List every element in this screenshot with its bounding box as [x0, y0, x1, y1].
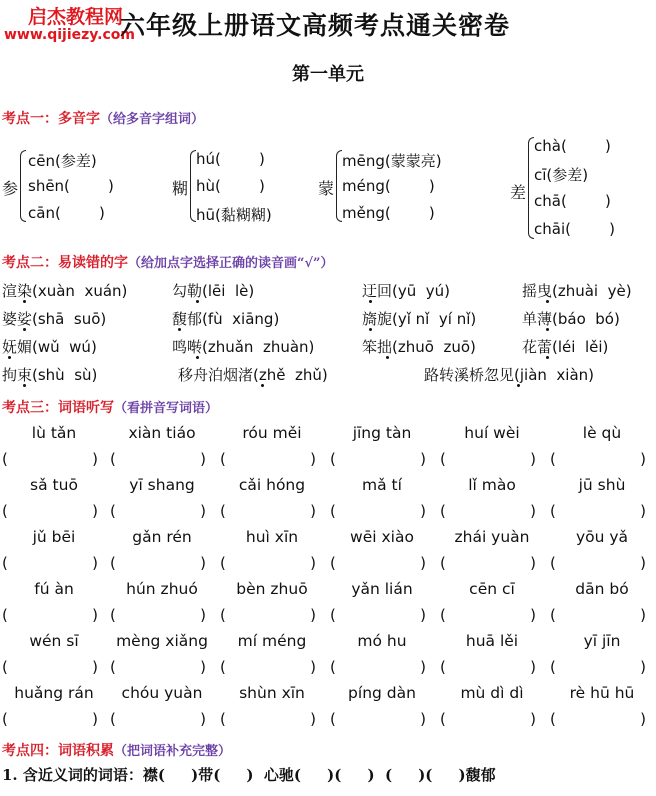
- polyphone-char-can: 参: [2, 179, 19, 198]
- pinyin-prompt: fú àn: [34, 580, 74, 598]
- pinyin-prompt: wén sī: [29, 632, 79, 650]
- close-paren: ): [640, 502, 646, 520]
- close-paren: ): [420, 450, 426, 468]
- open-paren: (: [440, 502, 446, 520]
- emphasis-dot: [23, 384, 26, 387]
- pinyin-prompt: chóu yuàn: [121, 684, 203, 702]
- close-paren: ): [92, 658, 98, 676]
- emphasis-dot: [369, 328, 372, 331]
- reading-item: 移舟泊烟渚(zhě zhǔ): [178, 366, 328, 384]
- emphasis-dot: [23, 328, 26, 331]
- pinyin-prompt: mó hu: [357, 632, 407, 650]
- reading-item: 旖旎(yǐ nǐ yí nǐ): [362, 310, 477, 328]
- open-paren: (: [550, 658, 556, 676]
- watermark-url: www.qijiezy.com: [4, 27, 135, 43]
- open-paren: (: [330, 450, 336, 468]
- section4-heading: [2, 740, 231, 760]
- close-paren: ): [200, 658, 206, 676]
- pinyin-prompt: píng dàn: [348, 684, 416, 702]
- pinyin-prompt: yī jīn: [583, 632, 621, 650]
- reading-item: 拘束(shù sù): [2, 366, 98, 384]
- pinyin-prompt: lè qù: [582, 424, 622, 442]
- open-paren: (: [550, 502, 556, 520]
- pinyin-prompt: jū shù: [578, 476, 626, 494]
- close-paren: ): [310, 450, 316, 468]
- open-paren: (: [440, 606, 446, 624]
- open-paren: (: [220, 606, 226, 624]
- close-paren: ): [200, 502, 206, 520]
- pinyin-prompt: yǎn lián: [351, 580, 413, 598]
- open-paren: (: [550, 710, 556, 728]
- open-paren: (: [220, 710, 226, 728]
- close-paren: ): [420, 710, 426, 728]
- close-paren: ): [640, 658, 646, 676]
- close-paren: ): [200, 606, 206, 624]
- pinyin-prompt: yī shang: [129, 476, 195, 494]
- reading-item: 勾勒(lēi lè): [172, 282, 255, 300]
- section1-title: 考点一：多音字: [2, 111, 100, 127]
- reading-item: 单薄(báo bó): [522, 310, 620, 328]
- open-paren: (: [110, 502, 116, 520]
- pinyin-prompt: jīng tàn: [352, 424, 412, 442]
- close-paren: ): [310, 606, 316, 624]
- polyphone-option: hū(黏糊糊): [196, 206, 272, 224]
- open-paren: (: [440, 450, 446, 468]
- watermark-site-name: 启杰教程网: [28, 6, 124, 28]
- close-paren: ): [640, 554, 646, 572]
- open-paren: (: [220, 554, 226, 572]
- polyphone-option: chāi( ): [534, 220, 615, 238]
- open-paren: (: [330, 502, 336, 520]
- close-paren: ): [530, 710, 536, 728]
- pinyin-prompt: lǐ mào: [468, 476, 516, 494]
- open-paren: (: [330, 606, 336, 624]
- pinyin-prompt: huì xīn: [245, 528, 299, 546]
- close-paren: ): [200, 554, 206, 572]
- brace: [20, 150, 26, 222]
- emphasis-dot: [196, 356, 199, 359]
- open-paren: (: [550, 450, 556, 468]
- page-title: 六年级上册语文高频考点通关密卷: [120, 11, 511, 40]
- section3-hint: （看拼音写词语）: [114, 401, 219, 416]
- emphasis-dot: [546, 356, 549, 359]
- open-paren: (: [110, 450, 116, 468]
- pinyin-prompt: huí wèi: [464, 424, 520, 442]
- open-paren: (: [550, 554, 556, 572]
- section3-heading: [2, 397, 218, 417]
- open-paren: (: [330, 658, 336, 676]
- open-paren: (: [110, 710, 116, 728]
- pinyin-prompt: mǎ tí: [362, 476, 402, 494]
- close-paren: ): [420, 554, 426, 572]
- polyphone-option: cī(参差): [534, 166, 589, 184]
- open-paren: (: [440, 554, 446, 572]
- section2-hint: （给加点字选择正确的读音画“√”）: [128, 256, 334, 271]
- reading-item: 馥郁(fù xiāng): [172, 310, 280, 328]
- reading-item: 笨拙(zhuō zuō): [362, 338, 476, 356]
- pinyin-prompt: cǎi hóng: [238, 476, 306, 494]
- reading-item: 迂回(yū yú): [362, 282, 451, 300]
- page-subtitle: 第一单元: [292, 64, 364, 85]
- close-paren: ): [640, 606, 646, 624]
- polyphone-option: hú( ): [196, 150, 265, 168]
- pinyin-prompt: sǎ tuō: [30, 476, 78, 494]
- reading-item: 渲染(xuàn xuán): [2, 282, 128, 300]
- section4-hint: （把词语补充完整）: [114, 744, 232, 759]
- close-paren: ): [92, 554, 98, 572]
- emphasis-dot: [8, 356, 11, 359]
- close-paren: ): [310, 658, 316, 676]
- open-paren: (: [2, 450, 8, 468]
- open-paren: (: [110, 606, 116, 624]
- emphasis-dot: [261, 384, 264, 387]
- section2-heading: [2, 252, 334, 272]
- polyphone-option: chā( ): [534, 192, 611, 210]
- emphasis-dot: [517, 384, 520, 387]
- section4-title: 考点四：词语积累: [2, 743, 114, 759]
- polyphone-option: hù( ): [196, 177, 265, 195]
- pinyin-prompt: dān bó: [575, 580, 629, 598]
- open-paren: (: [2, 710, 8, 728]
- close-paren: ): [530, 658, 536, 676]
- pinyin-prompt: rè hū hū: [569, 684, 635, 702]
- pinyin-prompt: lù tǎn: [31, 424, 77, 442]
- reading-item: 花蕾(léi lěi): [522, 338, 609, 356]
- pinyin-prompt: huǎng rán: [14, 684, 94, 702]
- pinyin-prompt: huā lěi: [465, 632, 519, 650]
- open-paren: (: [440, 658, 446, 676]
- pinyin-prompt: mí méng: [237, 632, 307, 650]
- polyphone-char-hu: 糊: [172, 179, 189, 198]
- reading-item: 鸣啭(zhuǎn zhuàn): [172, 338, 315, 356]
- polyphone-option: cēn(参差): [28, 152, 97, 170]
- polyphone-option: mēng(蒙蒙亮): [342, 152, 442, 170]
- polyphone-option: méng( ): [342, 177, 435, 195]
- emphasis-dot: [546, 328, 549, 331]
- pinyin-prompt: shùn xīn: [239, 684, 305, 702]
- close-paren: ): [200, 710, 206, 728]
- pinyin-prompt: mèng xiǎng: [116, 632, 208, 650]
- close-paren: ): [420, 606, 426, 624]
- section1-hint: （给多音字组词）: [100, 112, 205, 127]
- pinyin-prompt: róu měi: [242, 424, 302, 442]
- open-paren: (: [330, 554, 336, 572]
- section2-title: 考点二：易读错的字: [2, 255, 128, 271]
- pinyin-prompt: jǔ bēi: [32, 528, 76, 546]
- reading-item: 路转溪桥忽见(jiàn xiàn): [424, 366, 595, 384]
- open-paren: (: [330, 710, 336, 728]
- polyphone-option: shēn( ): [28, 177, 114, 195]
- close-paren: ): [200, 450, 206, 468]
- close-paren: ): [420, 658, 426, 676]
- polyphone-char-cha: 差: [510, 183, 527, 202]
- open-paren: (: [220, 502, 226, 520]
- close-paren: ): [420, 502, 426, 520]
- section1-heading: [2, 108, 204, 128]
- open-paren: (: [220, 658, 226, 676]
- pinyin-prompt: yōu yǎ: [575, 528, 629, 546]
- open-paren: (: [2, 658, 8, 676]
- reading-item: 婆娑(shā suō): [2, 310, 107, 328]
- close-paren: ): [640, 710, 646, 728]
- open-paren: (: [110, 554, 116, 572]
- open-paren: (: [110, 658, 116, 676]
- polyphone-option: měng( ): [342, 204, 435, 222]
- open-paren: (: [2, 502, 8, 520]
- close-paren: ): [310, 554, 316, 572]
- close-paren: ): [310, 710, 316, 728]
- open-paren: (: [550, 606, 556, 624]
- close-paren: ): [92, 502, 98, 520]
- emphasis-dot: [178, 328, 181, 331]
- open-paren: (: [220, 450, 226, 468]
- emphasis-dot: [196, 300, 199, 303]
- open-paren: (: [2, 554, 8, 572]
- close-paren: ): [530, 502, 536, 520]
- polyphone-option: cān( ): [28, 204, 105, 222]
- open-paren: (: [2, 606, 8, 624]
- pinyin-prompt: zhái yuàn: [454, 528, 530, 546]
- reading-item: 摇曳(zhuài yè): [522, 282, 632, 300]
- polyphone-option: chà( ): [534, 137, 611, 155]
- polyphone-char-meng: 蒙: [318, 179, 335, 198]
- emphasis-dot: [546, 300, 549, 303]
- close-paren: ): [92, 450, 98, 468]
- close-paren: ): [530, 450, 536, 468]
- pinyin-prompt: bèn zhuō: [236, 580, 308, 598]
- close-paren: ): [92, 606, 98, 624]
- reading-item: 妩媚(wǔ wú): [2, 338, 97, 356]
- pinyin-prompt: hún zhuó: [126, 580, 198, 598]
- close-paren: ): [530, 606, 536, 624]
- pinyin-prompt: xiàn tiáo: [128, 424, 196, 442]
- pinyin-prompt: cēn cī: [469, 580, 515, 598]
- section3-title: 考点三：词语听写: [2, 400, 114, 416]
- pinyin-prompt: wēi xiào: [350, 528, 414, 546]
- close-paren: ): [92, 710, 98, 728]
- open-paren: (: [440, 710, 446, 728]
- emphasis-dot: [386, 356, 389, 359]
- emphasis-dot: [369, 300, 372, 303]
- synonym-fill-line: 1. 含近义词的词语：襟( )带( ) 心驰( )( ) ( )( )馥郁: [2, 766, 496, 784]
- emphasis-dot: [23, 300, 26, 303]
- pinyin-prompt: mù dì dì: [460, 684, 524, 702]
- close-paren: ): [310, 502, 316, 520]
- close-paren: ): [530, 554, 536, 572]
- close-paren: ): [640, 450, 646, 468]
- pinyin-prompt: gǎn rén: [132, 528, 192, 546]
